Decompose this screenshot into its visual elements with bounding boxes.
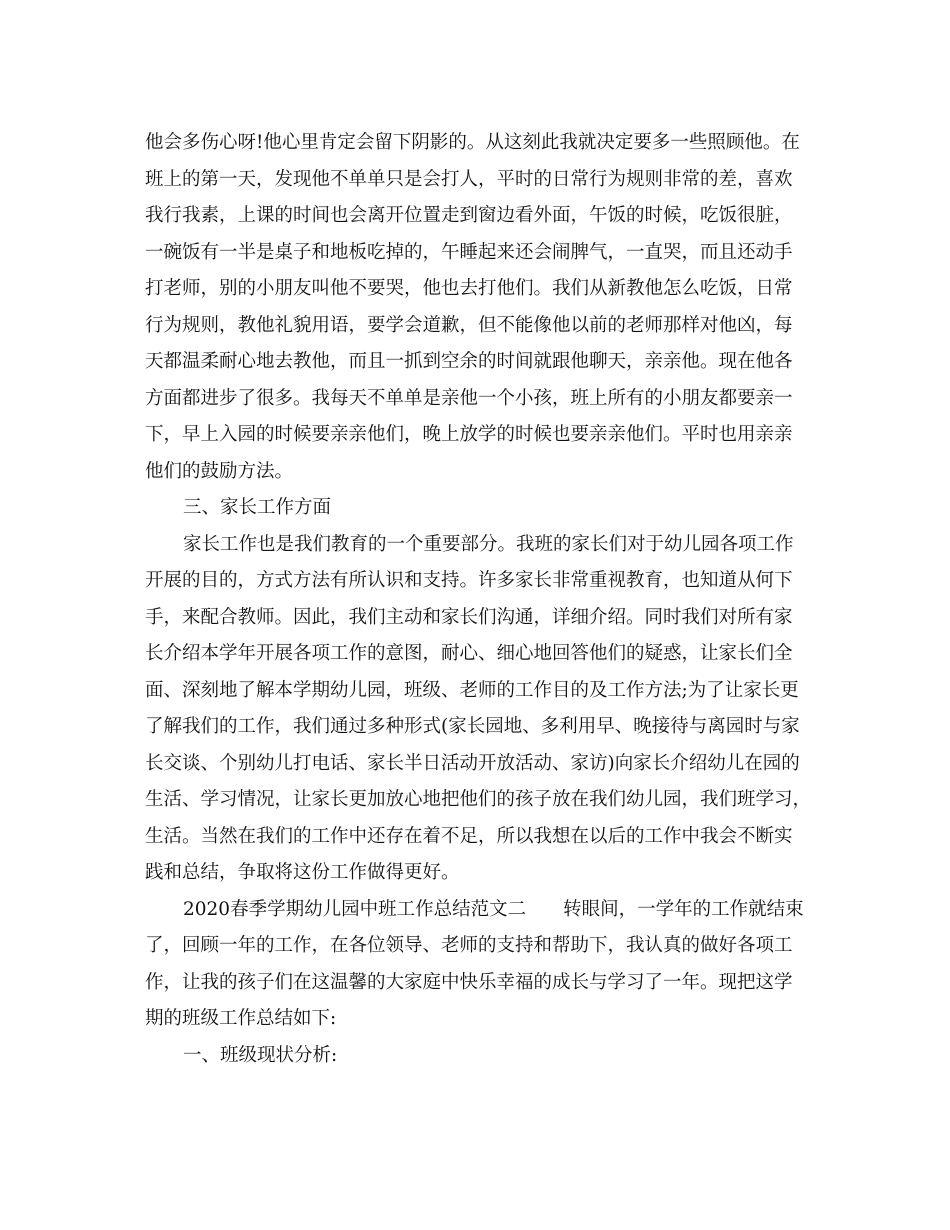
body-text-line: 方面都进步了很多。我每天不单单是亲他一个小孩，班上所有的小朋友都要亲一: [145, 388, 793, 409]
body-text-line: 了解我们的工作，我们通过多种形式(家长园地、多利用早、晚接待与离园时与家: [145, 716, 800, 737]
body-text-line: 开展的目的，方式方法有所认识和支持。许多家长非常重视教育，也知道从何下: [145, 570, 793, 591]
body-text-line: 期的班级工作总结如下:: [145, 1008, 337, 1029]
body-text-line: 面、深刻地了解本学期幼儿园，班级、老师的工作目的及工作方法;为了让家长更: [145, 680, 799, 701]
body-text-line: 践和总结，争取将这份工作做得更好。: [145, 862, 460, 883]
body-text-line: 打老师，别的小朋友叫他不要哭，他也去打他们。我们从新教他怎么吃饭，日常: [145, 278, 793, 299]
body-text-line: 下，早上入园的时候要亲亲他们，晚上放学的时候也要亲亲他们。平时也用亲亲: [145, 424, 793, 445]
body-text-line: 班上的第一天，发现他不单单只是会打人，平时的日常行为规则非常的差，喜欢: [145, 169, 793, 190]
body-text-line: 天都温柔耐心地去教他，而且一抓到空余的时间就跟他聊天，亲亲他。现在他各: [145, 351, 793, 372]
body-text-line: 行为规则，教他礼貌用语，要学会道歉，但不能像他以前的老师那样对他凶，每: [145, 315, 793, 336]
body-text-line: 生活、学习情况，让家长更加放心地把他们的孩子放在我们幼儿园，我们班学习，: [145, 789, 812, 810]
section-heading: 一、班级现状分析:: [183, 1045, 338, 1066]
body-text-line: 作，让我的孩子们在这温馨的大家庭中快乐幸福的成长与学习了一年。现把这学: [145, 972, 793, 993]
body-text-line: 手，来配合教师。因此，我们主动和家长们沟通，详细介绍。同时我们对所有家: [145, 607, 793, 628]
article-title-line: 2020春季学期幼儿园中班工作总结范文二 转眼间，一学年的工作就结束: [183, 899, 804, 920]
section-heading: 三、家长工作方面: [183, 497, 332, 518]
body-text-line: 他们的鼓励方法。: [145, 461, 294, 482]
body-text-line: 生活。当然在我们的工作中还存在着不足，所以我想在以后的工作中我会不断实: [145, 826, 793, 847]
body-text-line: 他会多伤心呀!他心里肯定会留下阴影的。从这刻此我就决定要多一些照顾他。在: [145, 132, 800, 153]
body-text-line: 长介绍本学年开展各项工作的意图，耐心、细心地回答他们的疑惑，让家长们全: [145, 643, 793, 664]
body-text-line: 一碗饭有一半是桌子和地板吃掉的，午睡起来还会闹脾气，一直哭，而且还动手: [145, 242, 793, 263]
body-text-line: 长交谈、个别幼儿打电话、家长半日活动开放活动、家访)向家长介绍幼儿在园的: [145, 753, 800, 774]
body-text-line: 我行我素，上课的时间也会离开位置走到窗边看外面，午饭的时候，吃饭很脏，: [145, 205, 793, 226]
body-text-line: 了，回顾一年的工作，在各位领导、老师的支持和帮助下，我认真的做好各项工: [145, 935, 793, 956]
body-text-line: 家长工作也是我们教育的一个重要部分。我班的家长们对于幼儿园各项工作: [183, 534, 794, 555]
